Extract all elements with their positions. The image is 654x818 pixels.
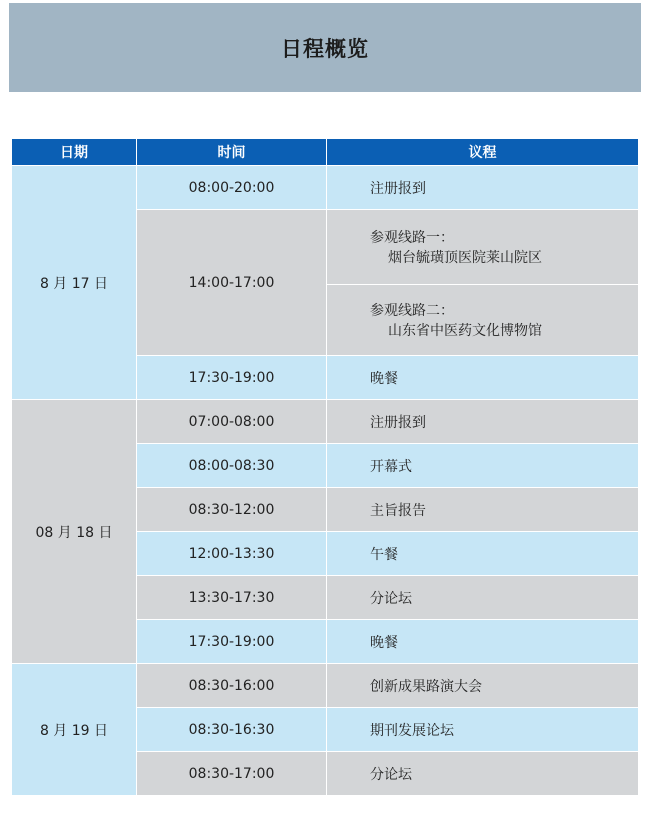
agenda-cell: 午餐 (327, 532, 639, 576)
table-row (12, 166, 639, 210)
date-cell: 8 月 19 日 (12, 664, 137, 796)
page-title: 日程概览 (281, 36, 369, 61)
table-row (12, 400, 639, 444)
header-date: 日期 (12, 139, 137, 166)
agenda-cell: 主旨报告 (327, 488, 639, 532)
schedule-table (11, 138, 639, 796)
agenda-cell: 晚餐 (327, 620, 639, 664)
table-row (12, 664, 639, 708)
agenda-cell: 分论坛 (327, 752, 639, 796)
tour-route-destination: 烟台毓璜顶医院莱山院区 (388, 250, 542, 266)
agenda-cell: 开幕式 (327, 444, 639, 488)
time-cell: 08:30-17:00 (137, 752, 327, 796)
date-cell: 8 月 17 日 (12, 166, 137, 400)
agenda-cell: 晚餐 (327, 356, 639, 400)
time-cell: 12:00-13:30 (137, 532, 327, 576)
time-cell: 08:30-16:30 (137, 708, 327, 752)
agenda-cell: 创新成果路演大会 (327, 664, 639, 708)
time-cell: 07:00-08:00 (137, 400, 327, 444)
agenda-cell: 期刊发展论坛 (327, 708, 639, 752)
tour-route-destination: 山东省中医药文化博物馆 (388, 323, 542, 339)
time-cell: 08:00-20:00 (137, 166, 327, 210)
time-cell: 17:30-19:00 (137, 356, 327, 400)
tour-route-label: 参观线路二： (370, 303, 454, 319)
agenda-cell: 分论坛 (327, 576, 639, 620)
time-cell: 14:00-17:00 (137, 210, 327, 356)
title-banner (9, 3, 641, 92)
time-cell: 08:00-08:30 (137, 444, 327, 488)
table-header-row (12, 139, 639, 166)
agenda-cell: 注册报到 (327, 400, 639, 444)
agenda-cell: 注册报到 (327, 166, 639, 210)
time-cell: 08:30-12:00 (137, 488, 327, 532)
agenda-cell (327, 210, 639, 285)
time-cell: 08:30-16:00 (137, 664, 327, 708)
time-cell: 17:30-19:00 (137, 620, 327, 664)
header-agenda: 议程 (327, 139, 639, 166)
time-cell: 13:30-17:30 (137, 576, 327, 620)
agenda-cell (327, 285, 639, 356)
date-cell: 08 月 18 日 (12, 400, 137, 664)
header-time: 时间 (137, 139, 327, 166)
tour-route-label: 参观线路一： (370, 230, 454, 246)
